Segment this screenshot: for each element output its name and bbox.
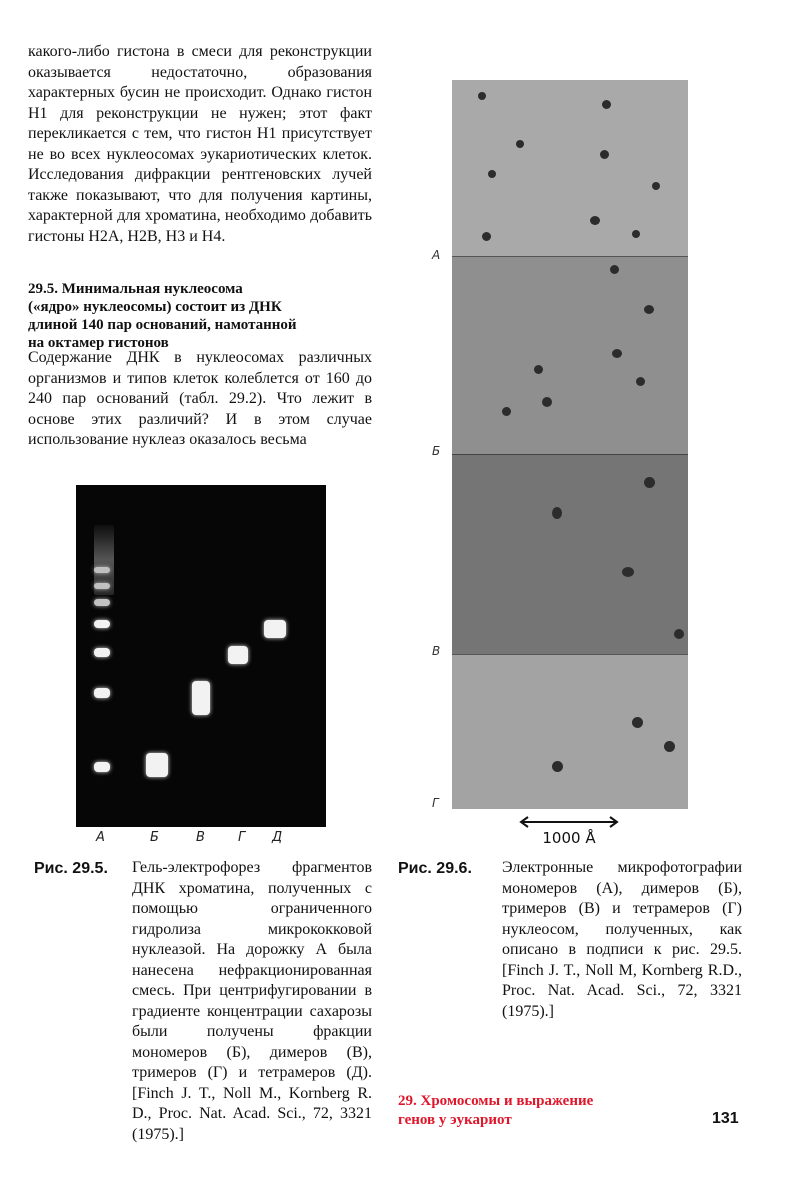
nucleosome-particle <box>664 741 675 752</box>
nucleosome-particle <box>622 567 634 577</box>
section-heading-line: («ядро» нуклеосомы) состоит из ДНК <box>28 299 282 315</box>
micrograph-label: В <box>432 644 441 658</box>
gel-band <box>264 620 286 638</box>
nucleosome-particle <box>590 216 600 225</box>
gel-band <box>94 762 110 772</box>
page-number: 131 <box>712 1110 739 1127</box>
nucleosome-particle <box>602 100 611 109</box>
section-heading-line: 29.5. Минимальная нуклеосома <box>28 281 243 297</box>
gel-band <box>94 599 110 606</box>
lane-label: Г <box>238 830 246 845</box>
chapter-footer <box>398 1092 658 1130</box>
gel-lane-labels <box>76 830 326 850</box>
lane-label: А <box>96 830 105 845</box>
gel-band <box>94 583 110 589</box>
nucleosome-particle <box>644 305 654 314</box>
nucleosome-particle <box>552 507 562 519</box>
body-paragraph-top: какого-либо гистона в смеси для реконструкции оказывается недостаточно, образования характерных бусин не происходит. Однако гистон H1 для реконструкции не нужен; этот факт перекликается с тем, что гистон H1 присутствует не во всех нуклеосомах эукариотических клеток. Исследования дифракции рентгеновских лучей также показывают, что для получения картины, характерной для хроматина, необходимо добавить гистоны H2A, H2B, H3 и H4. <box>28 43 372 245</box>
nucleosome-particle <box>552 761 563 772</box>
nucleosome-particle <box>488 170 496 178</box>
nucleosome-particle <box>674 629 684 639</box>
nucleosome-particle <box>632 230 640 238</box>
nucleosome-particle <box>478 92 486 100</box>
gel-band <box>94 648 110 657</box>
figure-label-29-6: Рис. 29.6. <box>398 860 472 877</box>
nucleosome-particle <box>482 232 491 241</box>
nucleosome-particle <box>516 140 524 148</box>
gel-band <box>228 646 248 664</box>
body-paragraph-mid: Содержание ДНК в нуклеосомах различных организмов и типов клеток колеблется от 160 до 240 пар оснований (табл. 29.2). Что лежит в основе этих различий? И в этом случае использование нуклеаз оказалось весьма <box>28 349 372 448</box>
gel-band <box>94 567 110 573</box>
gel-band <box>94 688 110 698</box>
chapter-footer-line: генов у эукариот <box>398 1112 512 1128</box>
micrograph-label: Б <box>432 444 441 458</box>
nucleosome-particle <box>652 182 660 190</box>
section-heading <box>28 280 368 352</box>
figure-label-29-5: Рис. 29.5. <box>34 860 108 877</box>
nucleosome-particle <box>502 407 511 416</box>
micrograph-label: А <box>432 248 441 262</box>
nucleosome-particle <box>636 377 645 386</box>
double-arrow-icon <box>518 815 620 829</box>
lane-label: Д <box>272 830 283 845</box>
scale-bar <box>518 815 620 853</box>
gel-electrophoresis-image <box>76 485 326 827</box>
section-heading-line: длиной 140 пар оснований, намотанной <box>28 317 297 333</box>
nucleosome-particle <box>644 477 655 488</box>
nucleosome-particle <box>632 717 643 728</box>
electron-micrograph-strip <box>452 80 688 808</box>
nucleosome-particle <box>612 349 622 358</box>
lane-label: Б <box>150 830 159 845</box>
nucleosome-particle <box>542 397 552 407</box>
figure-caption-29-5: Гель-электрофорез фрагментов ДНК хроматина, полученных с помощью ограниченного гидролиза микрококковой нуклеазой. На дорожку А была нанесена нефракционированная смесь. При центрифугировании в градиенте концентрации сахарозы были получены фракции мономеров (Б), димеров (В), тримеров (Г) и тетрамеров (Д). [Finch J. T., Noll M., Kornberg R. D., Proc. Nat. Acad. Sci., 72, 3321 (1975).] <box>132 859 372 1143</box>
gel-band <box>146 753 168 777</box>
nucleosome-particle <box>610 265 619 274</box>
chapter-footer-line: 29. Хромосомы и выражение <box>398 1093 594 1109</box>
gel-band <box>192 681 210 715</box>
scale-bar-label: 1000 Å <box>542 829 596 847</box>
nucleosome-particle <box>534 365 543 374</box>
micrograph-panel-v <box>452 454 688 655</box>
gel-band <box>94 620 110 628</box>
nucleosome-particle <box>600 150 609 159</box>
figure-caption-29-6: Электронные микрофотографии мономеров (А), димеров (Б), тримеров (В) и тетрамеров (Г) нуклеосом, полученных, как описано в подписи к рис. 29.5. [Finch J. T., Noll M, Kornberg R.D., Proc. Nat. Acad. Sci., 72, 3321 (1975).] <box>502 859 742 1020</box>
micrograph-panel-b <box>452 256 688 455</box>
micrograph-label: Г <box>432 796 439 810</box>
section-heading-line: на октамер гистонов <box>28 335 169 351</box>
micrograph-panel-a <box>452 80 688 256</box>
micrograph-panel-g <box>452 654 688 809</box>
lane-label: В <box>196 830 205 845</box>
